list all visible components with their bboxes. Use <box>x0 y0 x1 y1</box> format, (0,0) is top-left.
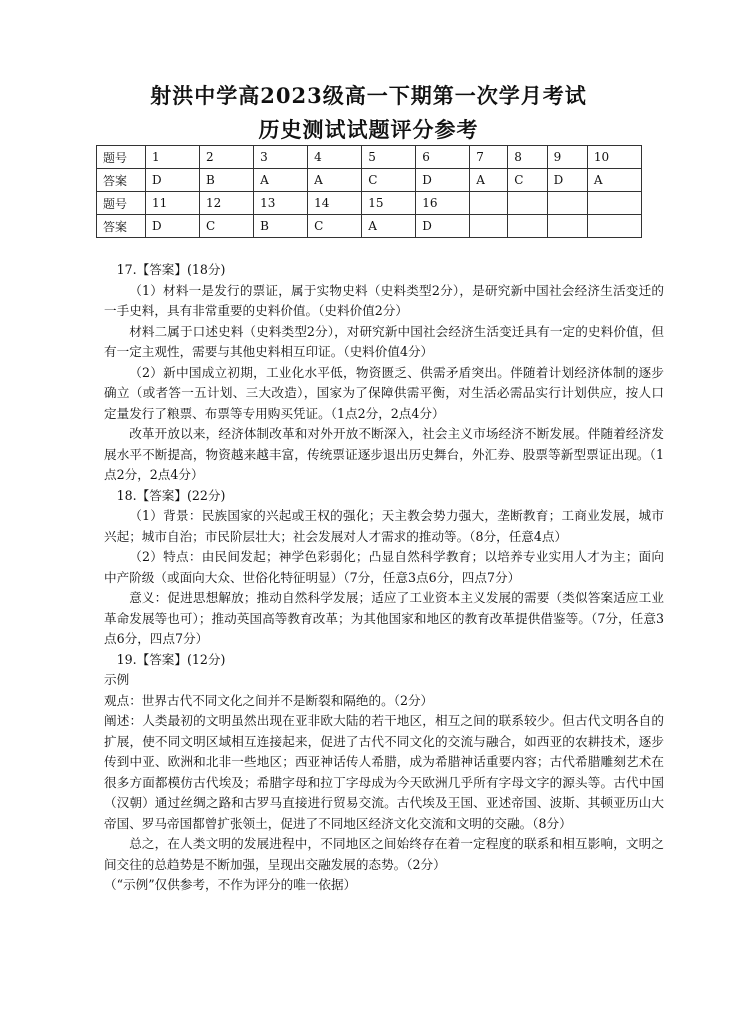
answer-cell: 3 <box>254 146 308 169</box>
q17-part2-reform: 改革开放以来，经济体制改革和对外开放不断深入，社会主义市场经济不断发展。伴随着经济发展水平不断提高，物资越来越丰富，传统票证逐步退出历史舞台，外汇券、股票等新型票证出现。（1点2分，2点4分） <box>104 426 664 482</box>
answer-cell: 7 <box>470 146 508 169</box>
answer-cell: 16 <box>416 192 470 215</box>
answer-cell: 10 <box>587 146 641 169</box>
answer-cell: A <box>254 169 308 192</box>
answer-cell: 15 <box>362 192 416 215</box>
answer-cell: D <box>146 169 200 192</box>
q17-heading: 17.【答案】(18分) <box>116 262 226 277</box>
answer-cell <box>470 192 508 215</box>
q18-part1-background: （1）背景：民族国家的兴起或王权的强化；天主教会势力强大，垄断教育；工商业发展，城市兴起；城市自治；市民阶层壮大；社会发展对人才需求的推动等。（8分，任意4点） <box>104 508 664 544</box>
answer-cell: 8 <box>508 146 547 169</box>
q17-part1-material2: 材料二属于口述史料（史料类型2分），对研究新中国社会经济生活变迁具有一定的史料价值，但有一定主观性，需要与其他史料相互印证。（史料价值4分） <box>104 323 664 359</box>
q19-viewpoint: 观点：世界古代不同文化之间并不是断裂和隔绝的。（2分） <box>104 692 434 708</box>
q18-part2-significance: 意义：促进思想解放；推动自然科学发展；适应了工业资本主义发展的需要（类似答案适应工业革命发展等也可）；推动英国高等教育改革；为其他国家和地区的教育改革提供借鉴等。（7分，任意3点6分，四点7分） <box>104 590 664 646</box>
answer-body <box>104 260 664 896</box>
answer-cell: D <box>146 215 200 238</box>
answer-cell <box>587 215 641 238</box>
q17-part2-early: （2）新中国成立初期，工业化水平低，物资匮乏、供需矛盾突出。伴随着计划经济体制的逐步确立（或者答一五计划、三大改造），国家为了保障供需平衡，对生活必需品实行计划供应，按人口定量发行了粮票、布票等专用购买凭证。（1点2分，2点4分） <box>104 364 664 421</box>
answer-cell: B <box>254 215 308 238</box>
q18-part2-features: （2）特点：由民间发起；神学色彩弱化；凸显自然科学教育；以培养专业实用人才为主；面向中产阶级（或面向大众、世俗化特征明显）（7分，任意3点6分，四点7分） <box>104 549 664 585</box>
row-label: 答案 <box>97 169 146 192</box>
answer-cell <box>470 215 508 238</box>
answer-cell: 4 <box>308 146 362 169</box>
answer-cell: C <box>362 169 416 192</box>
answer-cell: B <box>200 169 254 192</box>
row-label: 题号 <box>97 146 146 169</box>
answer-cell <box>508 192 547 215</box>
answer-cell: 2 <box>200 146 254 169</box>
exam-subtitle: 历史测试试题评分参考 <box>258 117 479 142</box>
answer-cell <box>547 192 587 215</box>
answer-cell: 1 <box>146 146 200 169</box>
answer-cell <box>508 215 547 238</box>
answer-cell: A <box>362 215 416 238</box>
answer-cell: A <box>587 169 641 192</box>
q19-example-label: 示例 <box>104 672 130 687</box>
answer-cell: C <box>308 215 362 238</box>
exam-title: 射洪中学高2023级高一下期第一次学月考试 <box>150 83 587 108</box>
answer-table-row <box>97 169 642 192</box>
answer-cell: 14 <box>308 192 362 215</box>
answer-cell: A <box>308 169 362 192</box>
answer-table-row <box>97 146 642 169</box>
answer-cell: D <box>547 169 587 192</box>
row-label: 答案 <box>97 215 146 238</box>
answer-cell: 13 <box>254 192 308 215</box>
answer-table-row <box>97 192 642 215</box>
answer-cell <box>587 192 641 215</box>
q17-part1-material1: （1）材料一是发行的票证，属于实物史料（史料类型2分），是研究新中国社会经济生活变迁的一手史料，具有非常重要的史料价值。（史料价值2分） <box>104 282 664 318</box>
q19-note: （“示例”仅供参考，不作为评分的唯一依据） <box>104 877 357 892</box>
q19-heading: 19.【答案】(12分) <box>116 651 226 667</box>
answer-cell: C <box>508 169 547 192</box>
answer-cell: 6 <box>416 146 470 169</box>
answer-cell <box>547 215 587 238</box>
answer-cell: 12 <box>200 192 254 215</box>
answer-cell: 9 <box>547 146 587 169</box>
row-label: 题号 <box>97 192 146 215</box>
answer-table-row <box>97 215 642 238</box>
q19-elaboration: 阐述：人类最初的文明虽然出现在亚非欧大陆的若干地区，相互之间的联系较少。但古代文明各自的扩展，使不同文明区域相互连接起来，促进了古代不同文化的交流与融合，如西亚的农耕技术，逐步传到中亚、欧洲和北非一些地区；西亚神话传人希腊，成为希腊神话重要内容；古代希腊雕刻艺术在很多方面都模仿古代埃及；希腊字母和拉丁字母成为今天欧洲几乎所有字母文字的源头等。古代中国（汉朝）通过丝绸之路和古罗马直接进行贸易交流。古代埃及王国、亚述帝国、波斯、其顿亚历山大帝国、罗马帝国都曾扩张领土，促进了不同地区经济文化交流和文明的交融。（8分） <box>104 713 664 831</box>
answer-cell: D <box>416 169 470 192</box>
answer-cell: C <box>200 215 254 238</box>
answer-cell: D <box>416 215 470 238</box>
q19-conclusion: 总之，在人类文明的发展进程中，不同地区之间始终存在着一定程度的联系和相互影响，文明之间交往的总趋势是不断加强，呈现出交融发展的态势。（2分） <box>104 836 664 872</box>
answer-cell: 5 <box>362 146 416 169</box>
answer-table <box>96 145 642 238</box>
q18-heading: 18.【答案】(22分) <box>116 487 226 503</box>
answer-cell: A <box>470 169 508 192</box>
answer-cell: 11 <box>146 192 200 215</box>
